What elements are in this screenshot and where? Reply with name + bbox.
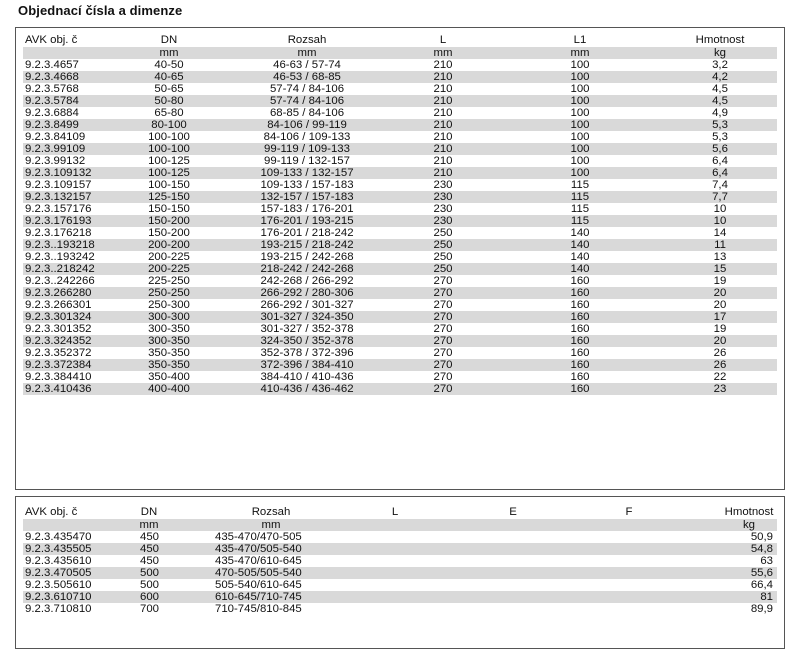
- table-row: [23, 579, 777, 591]
- cell-l1: 115: [570, 191, 590, 203]
- table-row: [23, 359, 777, 371]
- cell-dn: 80-100: [151, 119, 187, 131]
- header-l1: L1: [573, 34, 587, 46]
- cell-l: 210: [433, 167, 453, 179]
- cell-weight: 89,9: [750, 603, 773, 615]
- cell-dn: 100-125: [148, 167, 190, 179]
- cell-l: 270: [433, 359, 453, 371]
- cell-weight: 4,5: [712, 83, 728, 95]
- cell-range: 266-292 / 301-327: [260, 299, 354, 311]
- table-row: [23, 59, 777, 71]
- cell-dn: 500: [140, 567, 160, 579]
- cell-range: 610-645/710-745: [215, 591, 302, 603]
- cell-dn: 150-200: [148, 227, 190, 239]
- cell-dn: 350-350: [148, 347, 190, 359]
- cell-weight: 63: [760, 555, 773, 567]
- cell-weight: 6,4: [712, 155, 728, 167]
- cell-range: 384-410 / 410-436: [260, 371, 354, 383]
- cell-weight: 20: [713, 299, 727, 311]
- cell-weight: 10: [713, 203, 727, 215]
- header-l: L: [439, 34, 447, 46]
- cell-range: 132-157 / 157-183: [260, 191, 354, 203]
- cell-weight: 19: [713, 323, 727, 335]
- cell-range: 435-470/505-540: [215, 543, 302, 555]
- unit-range: mm: [297, 47, 317, 59]
- cell-code: 9.2.3.5768: [25, 83, 79, 95]
- unit-dn: mm: [139, 519, 159, 531]
- cell-range: 372-396 / 384-410: [260, 359, 354, 371]
- cell-l1: 100: [570, 95, 590, 107]
- cell-code: 9.2.3.6884: [25, 107, 79, 119]
- cell-dn: 150-150: [148, 203, 190, 215]
- cell-l1: 115: [570, 215, 590, 227]
- cell-code: 9.2.3.324352: [25, 335, 92, 347]
- cell-range: 710-745/810-845: [215, 603, 302, 615]
- cell-l1: 160: [570, 311, 590, 323]
- cell-l1: 100: [570, 59, 590, 71]
- cell-l1: 160: [570, 287, 590, 299]
- cell-dn: 450: [140, 531, 160, 543]
- cell-code: 9.2.3.384410: [25, 371, 92, 383]
- cell-range: 57-74 / 84-106: [269, 95, 345, 107]
- cell-weight: 4,9: [712, 107, 728, 119]
- cell-l: 250: [433, 227, 453, 239]
- table-row: [23, 239, 777, 251]
- cell-code: 9.2.3.99109: [25, 143, 86, 155]
- cell-weight: 15: [713, 263, 727, 275]
- cell-dn: 700: [140, 603, 160, 615]
- cell-l1: 160: [570, 323, 590, 335]
- cell-dn: 300-300: [148, 311, 190, 323]
- cell-l1: 140: [570, 227, 590, 239]
- cell-range: 109-133 / 132-157: [260, 167, 354, 179]
- table-row: [23, 131, 777, 143]
- cell-l1: 100: [570, 83, 590, 95]
- table-2-header-row: [23, 505, 777, 519]
- cell-weight: 5,3: [712, 131, 728, 143]
- cell-range: 193-215 / 242-268: [260, 251, 354, 263]
- table-row: [23, 143, 777, 155]
- table-row: [23, 227, 777, 239]
- cell-l: 230: [433, 203, 453, 215]
- cell-code: 9.2.3.372384: [25, 359, 92, 371]
- unit-l: mm: [433, 47, 453, 59]
- cell-weight: 20: [713, 287, 727, 299]
- cell-dn: 40-50: [154, 59, 184, 71]
- table-row: [23, 543, 777, 555]
- table-row: [23, 287, 777, 299]
- table-row: [23, 191, 777, 203]
- cell-l: 270: [433, 335, 453, 347]
- cell-range: 352-378 / 372-396: [260, 347, 354, 359]
- cell-weight: 5,3: [712, 119, 728, 131]
- cell-l1: 160: [570, 347, 590, 359]
- cell-range: 99-119 / 109-133: [264, 143, 350, 155]
- cell-code: 9.2.3.109132: [25, 167, 92, 179]
- cell-l: 210: [433, 131, 453, 143]
- table-row: [23, 531, 777, 543]
- cell-l1: 160: [570, 275, 590, 287]
- cell-dn: 500: [140, 579, 160, 591]
- cell-code: 9.2.3.8499: [25, 119, 79, 131]
- cell-dn: 250-250: [148, 287, 190, 299]
- cell-l: 230: [433, 191, 453, 203]
- header-code: AVK obj. č: [25, 506, 78, 518]
- table-row: [23, 203, 777, 215]
- cell-weight: 4,5: [712, 95, 728, 107]
- cell-code: 9.2.3.435505: [25, 543, 92, 555]
- cell-weight: 20: [713, 335, 727, 347]
- cell-code: 9.2.3..193242: [25, 251, 95, 263]
- header-range: Rozsah: [251, 506, 291, 518]
- cell-range: 505-540/610-645: [215, 579, 302, 591]
- table-row: [23, 179, 777, 191]
- cell-range: 176-201 / 193-215: [260, 215, 354, 227]
- cell-l1: 100: [570, 155, 590, 167]
- cell-l: 210: [433, 143, 453, 155]
- cell-code: 9.2.3.352372: [25, 347, 92, 359]
- cell-l1: 115: [570, 203, 590, 215]
- table-row: [23, 275, 777, 287]
- cell-dn: 450: [140, 543, 160, 555]
- unit-range: mm: [261, 519, 281, 531]
- cell-weight: 81: [760, 591, 773, 603]
- cell-dn: 50-80: [154, 95, 184, 107]
- cell-range: 84-106 / 109-133: [263, 131, 351, 143]
- cell-weight: 14: [713, 227, 727, 239]
- cell-weight: 54,8: [750, 543, 773, 555]
- cell-code: 9.2.3.301352: [25, 323, 92, 335]
- cell-range: 84-106 / 99-119: [267, 119, 347, 131]
- cell-dn: 200-225: [148, 251, 190, 263]
- table-row: [23, 299, 777, 311]
- cell-code: 9.2.3.4668: [25, 71, 79, 83]
- cell-weight: 13: [713, 251, 727, 263]
- cell-weight: 3,2: [712, 59, 728, 71]
- cell-dn: 100-100: [148, 143, 190, 155]
- dimensions-table-1: [15, 27, 785, 490]
- cell-l: 270: [433, 371, 453, 383]
- cell-code: 9.2.3.435470: [25, 531, 92, 543]
- cell-weight: 22: [713, 371, 727, 383]
- cell-weight: 7,7: [712, 191, 728, 203]
- table-row: [23, 263, 777, 275]
- table-row: [23, 335, 777, 347]
- cell-weight: 26: [713, 359, 727, 371]
- cell-code: 9.2.3.4657: [25, 59, 79, 71]
- cell-l: 270: [433, 299, 453, 311]
- table-row: [23, 347, 777, 359]
- cell-l: 270: [433, 383, 453, 395]
- cell-range: 435-470/610-645: [215, 555, 302, 567]
- cell-l1: 100: [570, 71, 590, 83]
- cell-l: 210: [433, 59, 453, 71]
- cell-l: 270: [433, 311, 453, 323]
- cell-l: 210: [433, 83, 453, 95]
- cell-range: 109-133 / 157-183: [260, 179, 354, 191]
- cell-dn: 200-225: [148, 263, 190, 275]
- cell-l1: 100: [570, 107, 590, 119]
- cell-l1: 160: [570, 359, 590, 371]
- page-title: Objednací čísla a dimenze: [18, 3, 183, 18]
- cell-dn: 450: [140, 555, 160, 567]
- cell-l1: 100: [570, 119, 590, 131]
- cell-code: 9.2.3.266301: [25, 299, 92, 311]
- cell-weight: 19: [713, 275, 727, 287]
- cell-code: 9.2.3.266280: [25, 287, 92, 299]
- cell-l: 210: [433, 119, 453, 131]
- cell-dn: 600: [140, 591, 160, 603]
- table-row: [23, 591, 777, 603]
- cell-range: 410-436 / 436-462: [260, 383, 354, 395]
- cell-code: 9.2.3.710810: [25, 603, 92, 615]
- table-row: [23, 95, 777, 107]
- cell-dn: 400-400: [148, 383, 190, 395]
- cell-dn: 65-80: [154, 107, 184, 119]
- cell-weight: 4,2: [712, 71, 728, 83]
- cell-l: 230: [433, 179, 453, 191]
- cell-weight: 6,4: [712, 167, 728, 179]
- cell-code: 9.2.3.410436: [25, 383, 92, 395]
- cell-weight: 26: [713, 347, 727, 359]
- cell-range: 435-470/470-505: [215, 531, 302, 543]
- cell-dn: 150-200: [148, 215, 190, 227]
- cell-code: 9.2.3..242266: [25, 275, 95, 287]
- header-l: L: [391, 506, 399, 518]
- cell-dn: 250-300: [148, 299, 190, 311]
- cell-code: 9.2.3.470505: [25, 567, 92, 579]
- cell-l1: 160: [570, 371, 590, 383]
- header-e: E: [509, 506, 517, 518]
- cell-dn: 200-200: [148, 239, 190, 251]
- header-code: AVK obj. č: [25, 34, 78, 46]
- cell-l1: 115: [570, 179, 590, 191]
- cell-dn: 50-65: [154, 83, 184, 95]
- table-row: [23, 155, 777, 167]
- cell-l1: 100: [570, 143, 590, 155]
- cell-dn: 300-350: [148, 323, 190, 335]
- unit-l1: mm: [570, 47, 590, 59]
- cell-l1: 100: [570, 167, 590, 179]
- cell-dn: 300-350: [148, 335, 190, 347]
- table-row: [23, 71, 777, 83]
- cell-weight: 7,4: [712, 179, 728, 191]
- cell-l: 210: [433, 155, 453, 167]
- cell-range: 242-268 / 266-292: [260, 275, 354, 287]
- cell-range: 193-215 / 218-242: [260, 239, 354, 251]
- cell-l: 250: [433, 263, 453, 275]
- cell-weight: 10: [713, 215, 727, 227]
- cell-code: 9.2.3.99132: [25, 155, 86, 167]
- cell-range: 266-292 / 280-306: [260, 287, 354, 299]
- cell-dn: 350-400: [148, 371, 190, 383]
- cell-code: 9.2.3.132157: [25, 191, 92, 203]
- cell-code: 9.2.3.505610: [25, 579, 92, 591]
- cell-code: 9.2.3..193218: [25, 239, 95, 251]
- table-1-units-row: [23, 47, 777, 59]
- cell-range: 57-74 / 84-106: [269, 83, 345, 95]
- cell-range: 176-201 / 218-242: [260, 227, 354, 239]
- table-2-units-row: [23, 519, 777, 531]
- cell-l1: 160: [570, 383, 590, 395]
- cell-code: 9.2.3.301324: [25, 311, 92, 323]
- cell-weight: 17: [713, 311, 727, 323]
- table-2-body: [23, 505, 777, 615]
- header-weight: Hmotnost: [695, 34, 745, 46]
- cell-range: 301-327 / 324-350: [260, 311, 354, 323]
- table-1-body: [23, 33, 777, 395]
- cell-code: 9.2.3.84109: [25, 131, 86, 143]
- table-row: [23, 371, 777, 383]
- cell-weight: 23: [713, 383, 727, 395]
- cell-range: 46-53 / 68-85: [273, 71, 341, 83]
- cell-weight: 11: [714, 239, 726, 251]
- cell-range: 68-85 / 84-106: [269, 107, 345, 119]
- cell-l: 210: [433, 95, 453, 107]
- cell-range: 157-183 / 176-201: [260, 203, 354, 215]
- cell-range: 324-350 / 352-378: [260, 335, 354, 347]
- cell-l: 250: [433, 239, 453, 251]
- cell-dn: 125-150: [148, 191, 190, 203]
- table-row: [23, 215, 777, 227]
- table-row: [23, 251, 777, 263]
- cell-weight: 55,6: [750, 567, 773, 579]
- cell-code: 9.2.3.5784: [25, 95, 79, 107]
- cell-code: 9.2.3.157176: [25, 203, 92, 215]
- unit-dn: mm: [159, 47, 179, 59]
- cell-l: 270: [433, 323, 453, 335]
- unit-weight: kg: [713, 47, 727, 59]
- cell-l1: 140: [570, 263, 590, 275]
- table-row: [23, 383, 777, 395]
- cell-code: 9.2.3..218242: [25, 263, 95, 275]
- cell-range: 46-63 / 57-74: [273, 59, 341, 71]
- cell-l: 250: [433, 251, 453, 263]
- cell-code: 9.2.3.176193: [25, 215, 92, 227]
- cell-l: 210: [433, 107, 453, 119]
- cell-l: 270: [433, 287, 453, 299]
- cell-dn: 40-65: [154, 71, 184, 83]
- table-1-header-row: [23, 33, 777, 47]
- cell-range: 218-242 / 242-268: [260, 263, 354, 275]
- cell-code: 9.2.3.176218: [25, 227, 92, 239]
- cell-l: 210: [433, 71, 453, 83]
- cell-l1: 160: [570, 299, 590, 311]
- header-range: Rozsah: [287, 34, 327, 46]
- table-row: [23, 567, 777, 579]
- table-row: [23, 323, 777, 335]
- cell-range: 470-505/505-540: [215, 567, 302, 579]
- header-f: F: [625, 506, 633, 518]
- unit-weight: kg: [742, 519, 756, 531]
- cell-code: 9.2.3.109157: [25, 179, 92, 191]
- table-row: [23, 167, 777, 179]
- cell-dn: 100-100: [148, 131, 190, 143]
- header-dn: DN: [140, 506, 158, 518]
- table-row: [23, 119, 777, 131]
- cell-l1: 140: [570, 239, 590, 251]
- cell-dn: 225-250: [148, 275, 190, 287]
- cell-weight: 5,6: [712, 143, 728, 155]
- table-row: [23, 555, 777, 567]
- header-weight: Hmotnost: [724, 506, 774, 518]
- cell-weight: 50,9: [750, 531, 773, 543]
- cell-l: 270: [433, 275, 453, 287]
- table-row: [23, 311, 777, 323]
- cell-range: 99-119 / 132-157: [264, 155, 350, 167]
- table-row: [23, 83, 777, 95]
- cell-l: 270: [433, 347, 453, 359]
- cell-l1: 140: [570, 251, 590, 263]
- cell-dn: 100-125: [148, 155, 190, 167]
- cell-code: 9.2.3.435610: [25, 555, 92, 567]
- cell-code: 9.2.3.610710: [25, 591, 92, 603]
- cell-dn: 100-150: [148, 179, 190, 191]
- table-row: [23, 107, 777, 119]
- cell-dn: 350-350: [148, 359, 190, 371]
- table-row: [23, 603, 777, 615]
- cell-l: 230: [433, 215, 453, 227]
- cell-range: 301-327 / 352-378: [260, 323, 354, 335]
- cell-weight: 66,4: [750, 579, 773, 591]
- header-dn: DN: [160, 34, 178, 46]
- cell-l1: 160: [570, 335, 590, 347]
- dimensions-table-2: [15, 496, 785, 649]
- cell-l1: 100: [570, 131, 590, 143]
